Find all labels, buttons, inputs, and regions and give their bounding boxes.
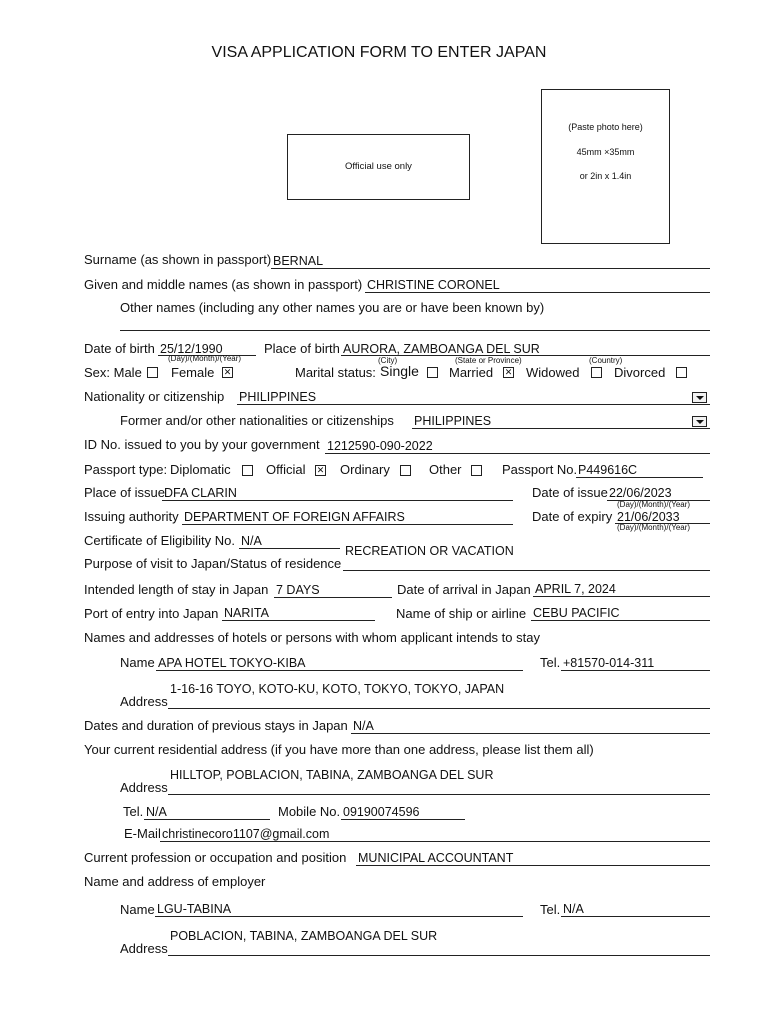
residence-address-label: Address: [120, 780, 168, 795]
passport-ordinary-checkbox[interactable]: [400, 465, 411, 476]
nationality-dropdown-icon[interactable]: [692, 392, 707, 403]
other-names-underline: [120, 330, 710, 331]
date-of-expiry-field[interactable]: 21/06/2033: [617, 510, 680, 524]
date-of-issue-field[interactable]: 22/06/2023: [609, 486, 672, 500]
given-names-label: Given and middle names (as shown in passport): [84, 277, 363, 292]
eligibility-label: Certificate of Eligibility No.: [84, 533, 235, 548]
sex-female-checkbox[interactable]: [222, 367, 233, 378]
nationality-underline: [237, 404, 710, 405]
length-of-stay-label: Intended length of stay in Japan: [84, 582, 269, 597]
photo-box: [541, 89, 670, 244]
former-nationality-field[interactable]: PHILIPPINES: [414, 414, 492, 428]
passport-type-label: Passport type:: [84, 462, 168, 477]
passport-official-label: Official: [266, 462, 306, 477]
ship-or-airline-label: Name of ship or airline: [396, 606, 527, 621]
place-of-issue-label: Place of issue: [84, 485, 165, 500]
passport-diplomatic-label: Diplomatic: [170, 462, 231, 477]
hotel-tel-underline: [561, 670, 710, 671]
dob-field[interactable]: 25/12/1990: [160, 342, 223, 356]
passport-no-label: Passport No.: [502, 462, 578, 477]
issuing-authority-underline: [182, 524, 513, 525]
eligibility-underline: [239, 548, 340, 549]
employer-tel-label: Tel.: [540, 902, 561, 917]
id-no-field[interactable]: 1212590-090-2022: [327, 439, 433, 453]
ship-or-airline-underline: [531, 620, 710, 621]
marital-married-label: Married: [449, 365, 494, 380]
employer-name-field[interactable]: LGU-TABINA: [157, 902, 232, 916]
place-of-birth-label: Place of birth: [264, 341, 340, 356]
employer-address-field[interactable]: POBLACION, TABINA, ZAMBOANGA DEL SUR: [170, 929, 438, 943]
marital-divorced-checkbox[interactable]: [676, 367, 687, 378]
date-of-expiry-label: Date of expiry: [532, 509, 613, 524]
date-of-expiry-hint: (Day)/(Month)/(Year): [617, 523, 691, 532]
residence-tel-underline: [144, 819, 270, 820]
hotel-name-field[interactable]: APA HOTEL TOKYO-KIBA: [158, 656, 306, 670]
photo-instruction-1: (Paste photo here): [568, 122, 643, 132]
passport-no-underline: [576, 477, 703, 478]
photo-instruction-3: or 2in x 1.4in: [579, 171, 632, 181]
nationality-label: Nationality or citizenship: [84, 389, 225, 404]
marital-status-label: Marital status:: [295, 365, 376, 380]
date-of-arrival-field[interactable]: APRIL 7, 2024: [535, 582, 616, 596]
given-names-field[interactable]: CHRISTINE CORONEL: [367, 278, 500, 292]
former-nationality-label: Former and/or other nationalities or citizenships: [120, 413, 394, 428]
sex-female-label: Female: [171, 365, 215, 380]
issuing-authority-label: Issuing authority: [84, 509, 179, 524]
pob-hint-country: (Country): [589, 356, 623, 365]
form-title: VISA APPLICATION FORM TO ENTER JAPAN: [211, 44, 547, 61]
sex-male-checkbox[interactable]: [147, 367, 158, 378]
official-use-box: [287, 134, 470, 200]
purpose-underline: [343, 570, 710, 571]
residence-email-label: E-Mail: [124, 826, 161, 841]
hotel-address-underline: [168, 708, 710, 709]
marital-widowed-checkbox[interactable]: [591, 367, 602, 378]
surname-label: Surname (as shown in passport): [84, 252, 272, 267]
port-of-entry-field[interactable]: NARITA: [224, 606, 269, 620]
dob-hint: (Day)/(Month)/(Year): [168, 354, 242, 363]
marital-single-label: Single: [380, 363, 419, 379]
employer-tel-underline: [561, 916, 710, 917]
residence-mobile-label: Mobile No.: [278, 804, 341, 819]
hotel-tel-label: Tel.: [540, 655, 561, 670]
passport-diplomatic-checkbox[interactable]: [242, 465, 253, 476]
passport-other-label: Other: [429, 462, 462, 477]
ship-or-airline-field[interactable]: CEBU PACIFIC: [533, 606, 620, 620]
previous-stays-label: Dates and duration of previous stays in Japan: [84, 718, 348, 733]
employer-tel-field[interactable]: N/A: [563, 902, 584, 916]
profession-underline: [356, 865, 710, 866]
hotel-address-field[interactable]: 1-16-16 TOYO, KOTO-KU, KOTO, TOKYO, TOKYO, JAPAN: [170, 682, 505, 696]
surname-underline: [271, 268, 710, 269]
sex-label: Sex: Male: [84, 365, 142, 380]
marital-divorced-label: Divorced: [614, 365, 666, 380]
employer-address-label: Address: [120, 941, 168, 956]
marital-single-checkbox[interactable]: [427, 367, 438, 378]
former-nationality-underline: [412, 428, 710, 429]
employer-address-underline: [168, 955, 710, 956]
hotel-address-label: Address: [120, 694, 168, 709]
photo-instruction-2: 45mm ×35mm: [576, 147, 635, 157]
residence-tel-field[interactable]: N/A: [146, 805, 167, 819]
hotel-name-underline: [156, 670, 523, 671]
profession-label: Current profession or occupation and position: [84, 850, 347, 865]
surname-field[interactable]: BERNAL: [273, 254, 324, 268]
date-of-arrival-underline: [533, 596, 710, 597]
residence-address-underline: [168, 794, 710, 795]
residence-tel-label: Tel.: [123, 804, 144, 819]
purpose-label: Purpose of visit to Japan/Status of residence: [84, 556, 342, 571]
hotel-tel-field[interactable]: +81570-014-311: [563, 656, 655, 670]
previous-stays-underline: [351, 733, 710, 734]
id-no-underline: [325, 453, 710, 454]
passport-ordinary-label: Ordinary: [340, 462, 390, 477]
passport-no-field[interactable]: P449616C: [578, 463, 638, 477]
official-use-label: Official use only: [345, 161, 412, 172]
residence-mobile-field[interactable]: 09190074596: [343, 805, 420, 819]
date-of-issue-hint: (Day)/(Month)/(Year): [617, 500, 691, 509]
length-of-stay-underline: [274, 597, 392, 598]
length-of-stay-field[interactable]: 7 DAYS: [276, 583, 320, 597]
port-of-entry-underline: [222, 620, 375, 621]
employer-name-label: Name: [120, 902, 155, 917]
given-names-underline: [365, 292, 710, 293]
passport-other-checkbox[interactable]: [471, 465, 482, 476]
pob-hint-city: (City): [378, 356, 398, 365]
id-no-label: ID No. issued to you by your government: [84, 437, 320, 452]
place-of-birth-field[interactable]: AURORA, ZAMBOANGA DEL SUR: [343, 342, 540, 356]
hotel-name-label: Name: [120, 655, 155, 670]
nationality-field[interactable]: PHILIPPINES: [239, 390, 317, 404]
residence-mobile-underline: [341, 819, 465, 820]
employer-heading: Name and address of employer: [84, 874, 266, 889]
issuing-authority-field[interactable]: DEPARTMENT OF FOREIGN AFFAIRS: [184, 510, 405, 524]
hotels-heading: Names and addresses of hotels or persons with whom applicant intends to stay: [84, 630, 540, 645]
marital-married-checkbox[interactable]: [503, 367, 514, 378]
former-nationality-dropdown-icon[interactable]: [692, 416, 707, 427]
passport-official-checkbox[interactable]: [315, 465, 326, 476]
residence-email-underline: [160, 841, 710, 842]
place-of-issue-field[interactable]: DFA CLARIN: [164, 486, 237, 500]
residence-email-field[interactable]: christinecoro1107@gmail.com: [162, 827, 330, 841]
residence-address-field[interactable]: HILLTOP, POBLACION, TABINA, ZAMBOANGA DEL SUR: [170, 768, 494, 782]
purpose-field[interactable]: RECREATION OR VACATION: [345, 544, 514, 558]
eligibility-field[interactable]: N/A: [241, 534, 262, 548]
pob-hint-state: (State or Province): [455, 356, 522, 365]
other-names-label: Other names (including any other names you are or have been known by): [120, 300, 545, 315]
dob-label: Date of birth: [84, 341, 155, 356]
date-of-arrival-label: Date of arrival in Japan: [397, 582, 531, 597]
date-of-issue-label: Date of issue: [532, 485, 608, 500]
port-of-entry-label: Port of entry into Japan: [84, 606, 219, 621]
employer-name-underline: [155, 916, 523, 917]
previous-stays-field[interactable]: N/A: [353, 719, 374, 733]
place-of-issue-underline: [162, 500, 513, 501]
residential-heading: Your current residential address (if you have more than one address, please list them all): [84, 742, 594, 757]
profession-field[interactable]: MUNICIPAL ACCOUNTANT: [358, 851, 514, 865]
marital-widowed-label: Widowed: [526, 365, 580, 380]
